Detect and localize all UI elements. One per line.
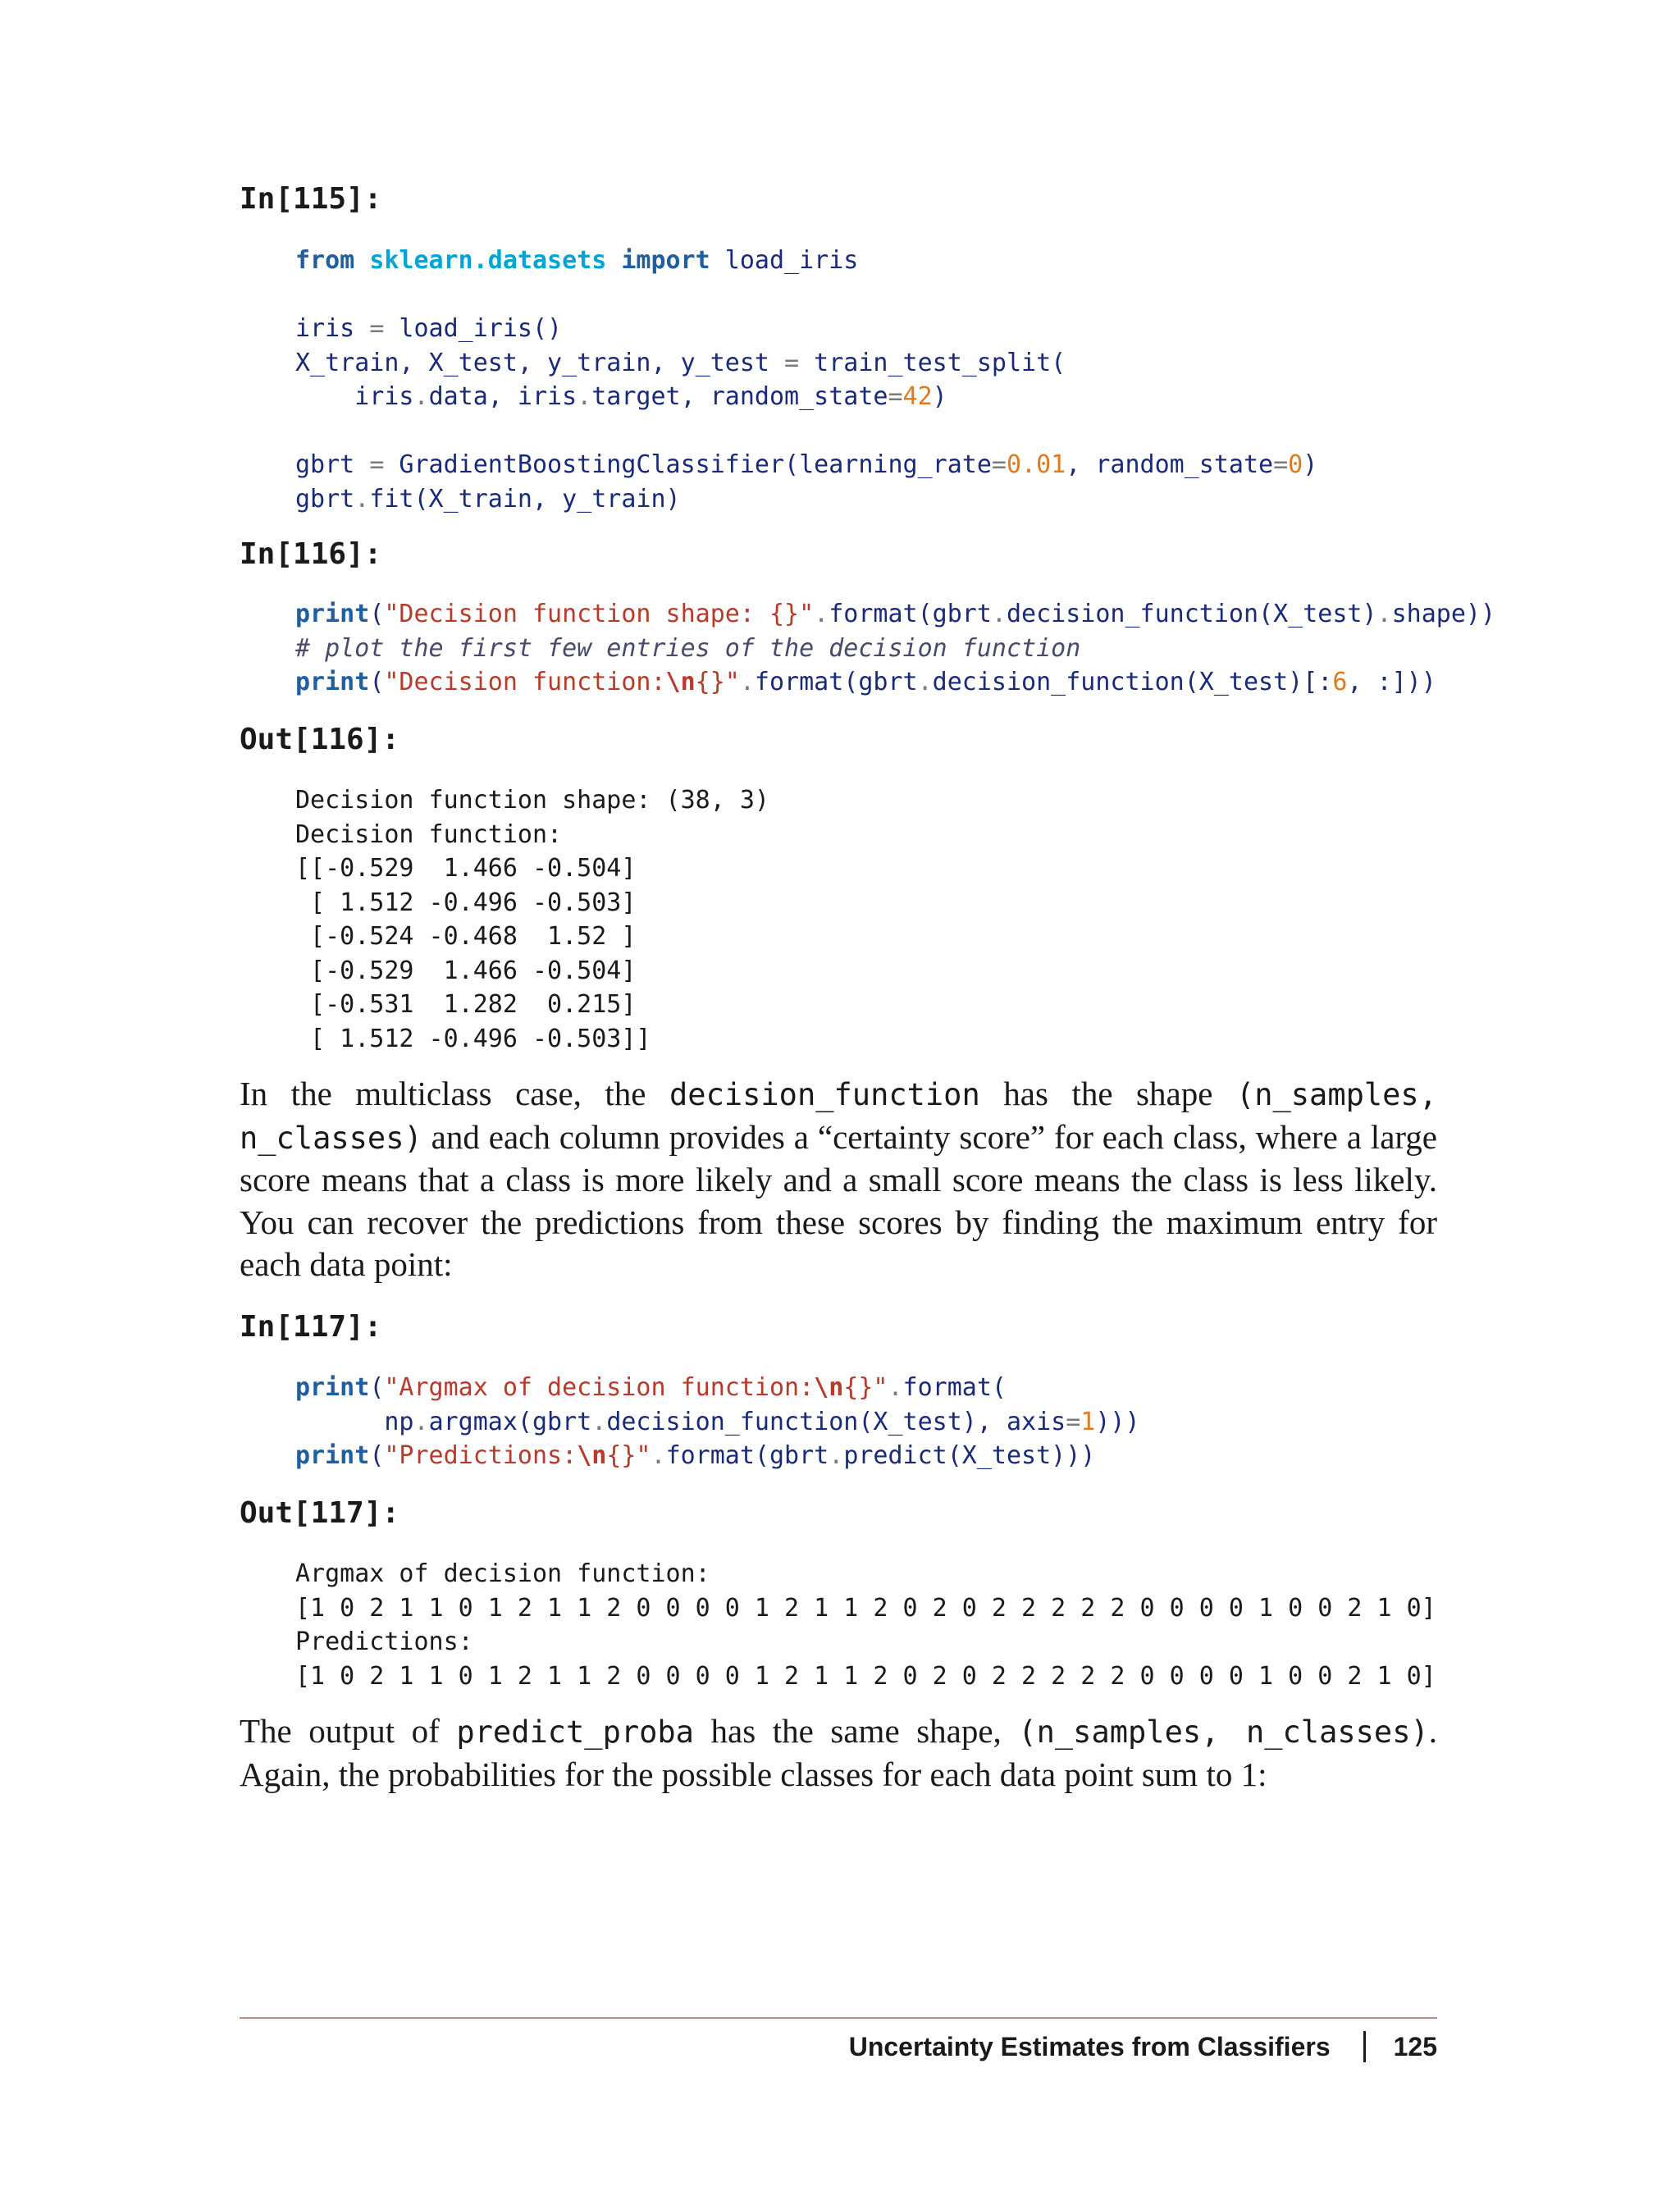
code-token: print: [295, 1441, 370, 1470]
code-token: X_train, X_test, y_train, y_test: [295, 348, 785, 377]
code-token: 42: [902, 382, 933, 411]
paragraph-text: The output of: [240, 1712, 457, 1750]
code-token: np: [295, 1407, 414, 1436]
code-token: ))): [1095, 1407, 1140, 1436]
code-token: {}": [843, 1373, 888, 1402]
code-token: {}": [606, 1441, 651, 1470]
code-token: (: [369, 1373, 385, 1402]
code-line: [295, 597, 1495, 632]
code-block-in116: [295, 597, 1495, 700]
code-token: (: [369, 600, 385, 628]
code-line: [295, 1439, 1140, 1473]
code-token: "Predictions:: [384, 1441, 578, 1470]
code-token: gbrt: [295, 450, 370, 479]
code-token: ): [1303, 450, 1318, 479]
code-token: format(gbrt: [829, 600, 992, 628]
code-token: .: [888, 1373, 903, 1402]
paragraph-multiclass: [240, 1073, 1437, 1286]
code-line: [295, 380, 1317, 414]
code-token: .: [651, 1441, 666, 1470]
code-line: [295, 1371, 1140, 1405]
code-token: =: [1273, 450, 1289, 479]
code-token: =: [369, 450, 385, 479]
code-token: decision_function(X_test)[:: [932, 668, 1333, 696]
code-token: format(: [902, 1373, 1007, 1402]
code-token: .: [591, 1407, 607, 1436]
code-token: iris: [295, 314, 370, 343]
code-token: 6: [1332, 668, 1348, 696]
code-token: .: [829, 1441, 844, 1470]
code-token: GradientBoostingClassifier(learning_rate: [384, 450, 992, 479]
code-token: sklearn.datasets: [369, 246, 607, 275]
code-token: print: [295, 600, 370, 628]
code-token: .: [814, 600, 829, 628]
code-token: load_iris(): [384, 314, 563, 343]
code-token: decision_function(X_test), axis: [606, 1407, 1066, 1436]
code-token: load_iris: [710, 246, 859, 275]
code-token: print: [295, 1373, 370, 1402]
output-line: [-0.529 1.466 -0.504]: [295, 956, 637, 985]
code-token: data, iris: [428, 382, 578, 411]
paragraph-text: has the same shape,: [693, 1712, 1019, 1750]
code-token: "Decision function shape: {}": [384, 600, 815, 628]
code-token: train_test_split(: [799, 348, 1066, 377]
code-token: import: [621, 246, 710, 275]
output-line: [1 0 2 1 1 0 1 2 1 1 2 0 0 0 0 1 2 1 1 2 0 2 0 2 2 2 2 2 0 0 0 0 1 0 0 2 1 0]: [295, 1661, 1436, 1691]
output-line: [-0.531 1.282 0.215]: [295, 990, 637, 1019]
code-token: .: [354, 484, 370, 514]
code-line: [295, 414, 1317, 449]
cell-prompt-in115: In[115]:: [240, 182, 382, 216]
code-token: predict(X_test))): [843, 1441, 1096, 1470]
footer-section-title: Uncertainty Estimates from Classifiers: [848, 2031, 1331, 2061]
cell-prompt-out117: Out[117]:: [240, 1496, 400, 1530]
paragraph-text: In the multiclass case, the: [240, 1075, 670, 1112]
code-token: gbrt: [295, 484, 355, 514]
code-token: argmax(gbrt: [428, 1407, 592, 1436]
code-token: \n: [577, 1441, 607, 1470]
cell-prompt-in116: In[116]:: [240, 537, 382, 571]
code-token: format(gbrt: [665, 1441, 829, 1470]
footer-separator: [1363, 2031, 1366, 2062]
code-token: decision_function(X_test): [1006, 600, 1377, 628]
code-line: [295, 244, 1317, 278]
output-line: [-0.524 -0.468 1.52 ]: [295, 922, 637, 951]
output-line: Decision function:: [295, 819, 563, 849]
page-footer: [849, 2031, 1437, 2062]
code-token: , :])): [1347, 668, 1436, 696]
code-block-in115: [295, 244, 1317, 516]
page-number: 125: [1393, 2031, 1437, 2061]
code-token: ): [932, 382, 947, 411]
cell-prompt-out116: Out[116]:: [240, 723, 400, 756]
code-token: (: [369, 1441, 385, 1470]
code-token: 1: [1080, 1407, 1096, 1436]
code-line: [295, 448, 1317, 482]
code-token: .: [577, 382, 592, 411]
code-token: .: [413, 382, 429, 411]
code-token: shape)): [1391, 600, 1496, 628]
code-token: =: [369, 314, 385, 343]
paragraph-text: and each column provides a “certainty score” for each class, where a large score means that a class is more likely and a small score means the class is less likely. You can recover the predictions from these scores by finding the maximum entry for each data point:: [240, 1117, 1437, 1283]
output-line: [[-0.529 1.466 -0.504]: [295, 854, 637, 883]
code-token: .: [413, 1407, 429, 1436]
inline-code: predict_proba: [456, 1714, 694, 1750]
code-token: .: [739, 668, 755, 696]
code-line: [295, 312, 1317, 346]
code-token: fit(X_train, y_train): [369, 484, 681, 514]
code-line: [295, 1405, 1140, 1440]
code-line: [295, 346, 1317, 381]
code-line: [295, 632, 1495, 666]
code-token: "Argmax of decision function:: [384, 1373, 815, 1402]
code-token: [354, 246, 369, 275]
code-token: =: [991, 450, 1007, 479]
output-line: Argmax of decision function:: [295, 1559, 710, 1588]
output-line: Decision function shape: (38, 3): [295, 786, 769, 815]
output-line: [ 1.512 -0.496 -0.503]]: [295, 1024, 651, 1053]
code-block-in117: [295, 1371, 1140, 1473]
code-token: print: [295, 668, 370, 696]
code-token: {}": [695, 668, 740, 696]
code-token: , random_state: [1066, 450, 1274, 479]
output-block-out116: [295, 783, 769, 1056]
paragraph-text: . Again, the probabilities for the possible classes for each data point sum to 1:: [240, 1712, 1437, 1793]
code-token: 0: [1288, 450, 1303, 479]
code-token: =: [1066, 1407, 1081, 1436]
inline-code: (n_samples, n_classes): [240, 1077, 1437, 1156]
paragraph-predict-proba: [240, 1710, 1437, 1796]
code-token: iris: [295, 382, 414, 411]
output-line: Predictions:: [295, 1628, 473, 1656]
code-token: target, random_state: [591, 382, 888, 411]
code-token: "Decision function:: [384, 668, 666, 696]
code-token: =: [784, 348, 800, 377]
code-token: # plot the first few entries of the decision function: [295, 633, 1081, 663]
code-token: =: [888, 382, 903, 411]
cell-prompt-in117: In[117]:: [240, 1310, 382, 1344]
footer-rule: [240, 2017, 1437, 2019]
code-token: [606, 246, 621, 275]
code-line: [295, 278, 1317, 313]
code-token: from: [295, 246, 355, 275]
code-token: \n: [814, 1373, 844, 1402]
code-line: [295, 482, 1317, 517]
code-token: .: [1376, 600, 1392, 628]
inline-code: (n_samples, n_classes): [1018, 1714, 1429, 1750]
code-token: format(gbrt: [754, 668, 918, 696]
paragraph-text: has the shape: [979, 1075, 1236, 1112]
code-token: .: [917, 668, 933, 696]
output-block-out117: [295, 1557, 1436, 1693]
code-token: 0.01: [1006, 450, 1066, 479]
code-token: .: [991, 600, 1007, 628]
inline-code: decision_function: [669, 1077, 980, 1112]
code-line: [295, 665, 1495, 700]
code-token: \n: [665, 668, 696, 696]
code-token: (: [369, 668, 385, 696]
output-line: [1 0 2 1 1 0 1 2 1 1 2 0 0 0 0 1 2 1 1 2 0 2 0 2 2 2 2 2 0 0 0 0 1 0 0 2 1 0]: [295, 1593, 1436, 1623]
output-line: [ 1.512 -0.496 -0.503]: [295, 888, 637, 917]
